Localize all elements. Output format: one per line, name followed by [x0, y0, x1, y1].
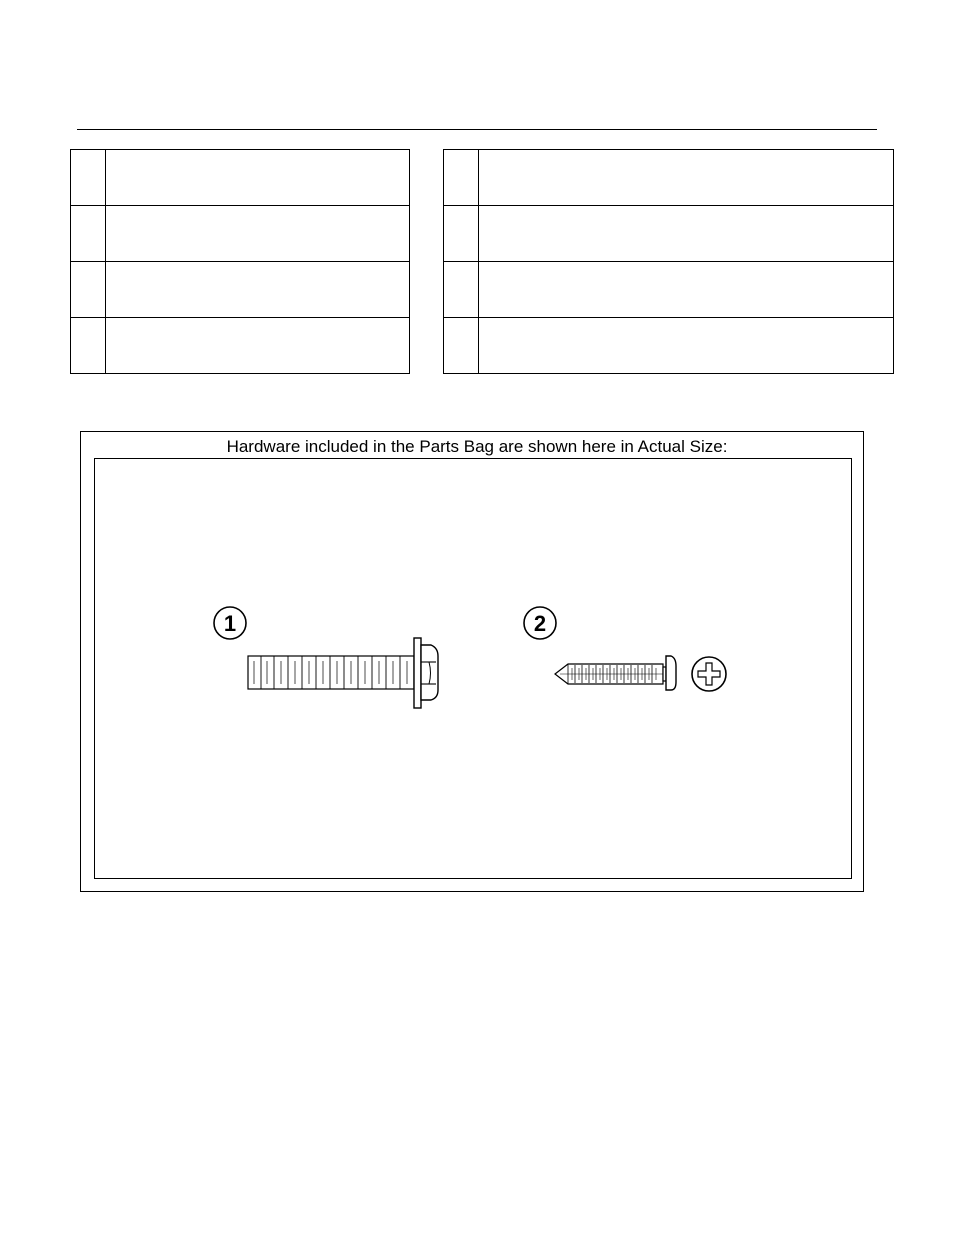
hex-flange-bolt-icon — [248, 638, 438, 708]
hardware-item-1-callout — [214, 607, 246, 639]
phillips-head-top-view-icon — [692, 657, 726, 691]
hardware-item-2-callout — [524, 607, 556, 639]
callout-number-1: 1 — [223, 611, 237, 636]
hardware-panel-title: Hardware included in the Parts Bag are shown here in Actual Size: — [226, 437, 728, 456]
callout-number-2: 2 — [533, 611, 547, 636]
phillips-pan-head-screw-icon — [555, 656, 676, 690]
